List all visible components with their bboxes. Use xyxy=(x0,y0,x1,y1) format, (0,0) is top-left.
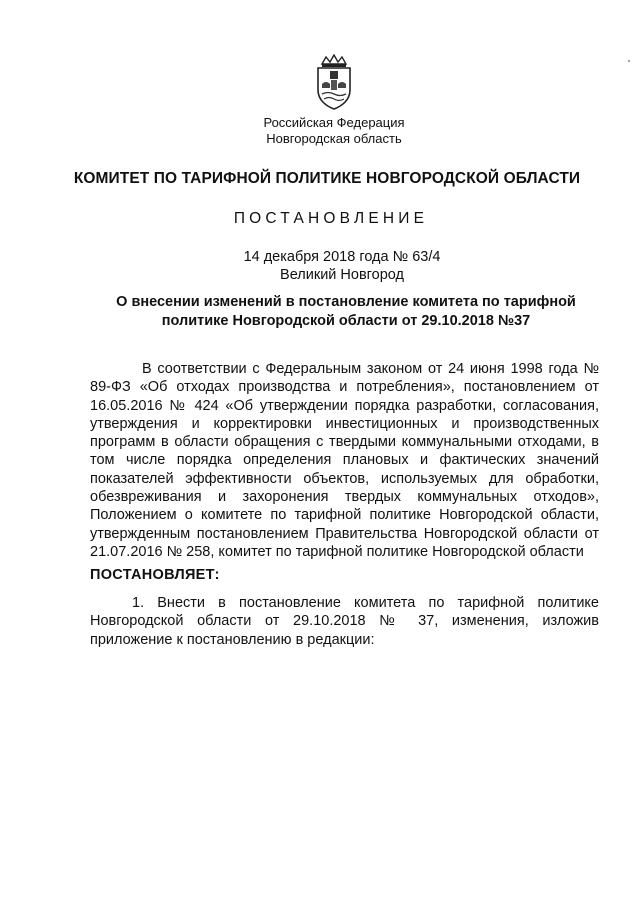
country-name: Российская Федерация xyxy=(263,115,405,130)
decree-word: ПОСТАНОВЛЯЕТ: xyxy=(90,567,220,583)
header-block xyxy=(0,115,640,147)
scan-speck xyxy=(628,60,630,62)
paragraph-preamble: В соответствии с Федеральным законом от 24 июня 1998 года № 89-ФЗ «Об отходах производства и потребления», постановлением от 16.05.2016 № 424 «Об утверждении порядка разработки, согласования, утверждения и корректировки инвестиционных и производственных программ в области обращения с твердыми коммунальными отходами, в том числе порядка определения плановых и фактических значений показателей эффективности объектов, используемых для обработки, обезвреживания и захоронения твердых коммунальных отходов», Положением о комитете по тарифной политике Новгородской области, утвержденным постановлением Правительства Новгородской области от 21.07.2016 № 258, комитет по тарифной политике Новгородской области xyxy=(90,361,599,560)
document-type: ПОСТАНОВЛЕНИЕ xyxy=(233,210,429,227)
committee-name: КОМИТЕТ ПО ТАРИФНОЙ ПОЛИТИКЕ НОВГОРОДСКОЙ ОБЛАСТИ xyxy=(73,170,581,187)
novgorod-coat-of-arms-icon xyxy=(312,54,356,110)
date-block xyxy=(0,248,640,284)
region-name: Новгородская область xyxy=(266,131,402,146)
date-number: 14 декабря 2018 года № 63/4 xyxy=(243,249,441,265)
document-title: О внесении изменений в постановление комитета по тарифной политике Новгородской области от 29.10.2018 №37 xyxy=(116,294,576,329)
city-name: Великий Новгород xyxy=(280,267,404,283)
paragraph-item-1: 1. Внести в постановление комитета по тарифной политике Новгородской области от 29.10.2018 № 37, изменения, изложив приложение к постановлению в редакции: xyxy=(90,595,599,648)
